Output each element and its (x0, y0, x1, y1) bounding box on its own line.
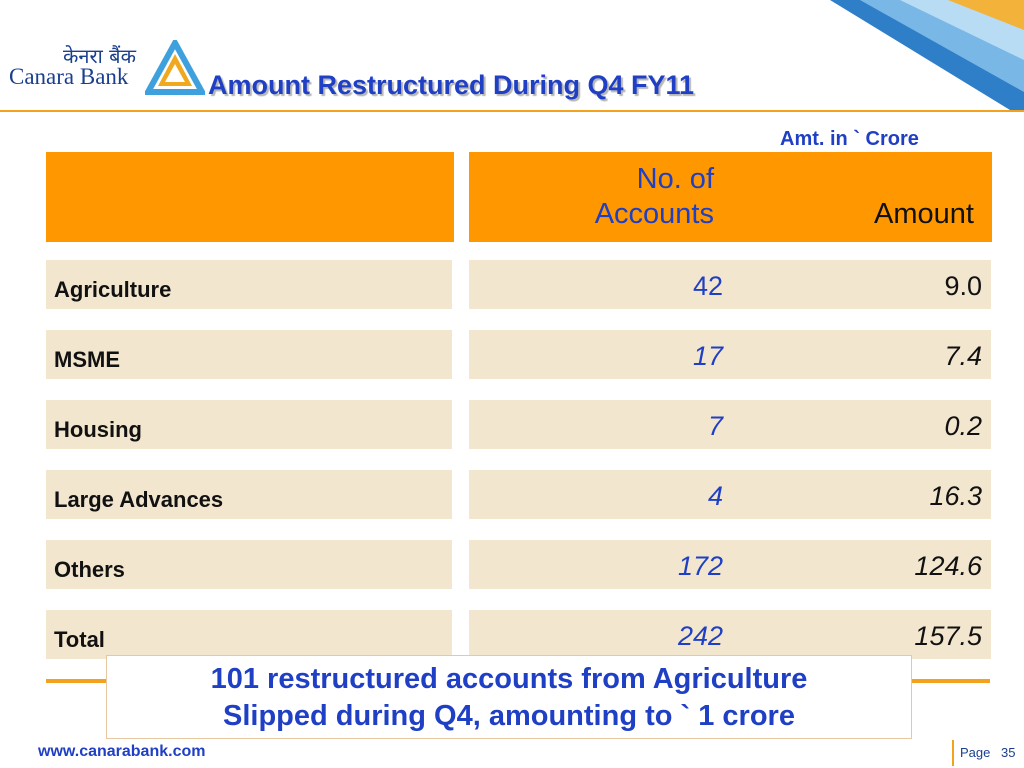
page-title: Amount Restructured During Q4 FY11 (208, 70, 695, 100)
table-row-values (469, 610, 991, 659)
page-number: 35 (1001, 745, 1016, 760)
unit-note: Amt. in ` Crore (780, 128, 919, 150)
row-accounts-value: 172 (677, 551, 723, 581)
callout-box (106, 655, 912, 739)
row-amount-value: 7.4 (944, 341, 982, 371)
column-header-accounts-line2: Accounts (594, 198, 714, 230)
table-row-label-cell (46, 400, 452, 449)
row-amount-value: 16.3 (929, 481, 982, 511)
table-row-values (469, 330, 991, 379)
table-row-values (469, 540, 991, 589)
table-row-label-cell (46, 330, 452, 379)
table-row-label-cell (46, 470, 452, 519)
canara-triangle-logo-icon (145, 40, 205, 96)
row-label: Large Advances (54, 487, 224, 512)
column-header-amount: Amount (874, 198, 974, 230)
row-label: Housing (54, 417, 142, 442)
callout-line-2: Slipped during Q4, amounting to ` 1 crore (223, 700, 795, 732)
row-amount-value: 124.6 (914, 551, 982, 581)
logo-english-text: Canara Bank (9, 64, 129, 89)
row-accounts-value: 17 (692, 341, 723, 371)
row-label: Others (54, 557, 125, 582)
row-amount-value: 0.2 (944, 411, 982, 441)
column-header-accounts-line1: No. of (636, 163, 714, 195)
row-amount-value: 9.0 (944, 271, 982, 301)
slide-header (0, 0, 1024, 112)
page-label: Page (960, 745, 991, 760)
row-accounts-value: 42 (692, 271, 723, 301)
header-divider (0, 110, 1024, 112)
table-header-blank-cell (46, 152, 454, 242)
page-number-divider (952, 740, 954, 766)
table-row-label-cell (46, 610, 452, 659)
row-accounts-value: 4 (707, 481, 723, 511)
table-row-label-cell (46, 540, 452, 589)
corner-swoosh-decoration (830, 0, 1024, 110)
row-label: Agriculture (54, 277, 172, 302)
table-row-label-cell (46, 260, 452, 309)
table-header (469, 152, 992, 242)
row-amount-value: 157.5 (914, 621, 982, 651)
row-accounts-value: 242 (677, 621, 723, 651)
table-row-values (469, 400, 991, 449)
column-header-accounts (595, 162, 714, 232)
row-accounts-value: 7 (707, 411, 723, 441)
callout-line-1: 101 restructured accounts from Agriculture (210, 663, 808, 695)
row-label: MSME (54, 347, 120, 372)
website-link[interactable]: www.canarabank.com (38, 743, 206, 760)
table-row-values (469, 260, 991, 309)
table-row-values (469, 470, 991, 519)
logo-hindi-text: केनरा बैंक (63, 44, 136, 68)
row-label: Total (54, 627, 105, 652)
